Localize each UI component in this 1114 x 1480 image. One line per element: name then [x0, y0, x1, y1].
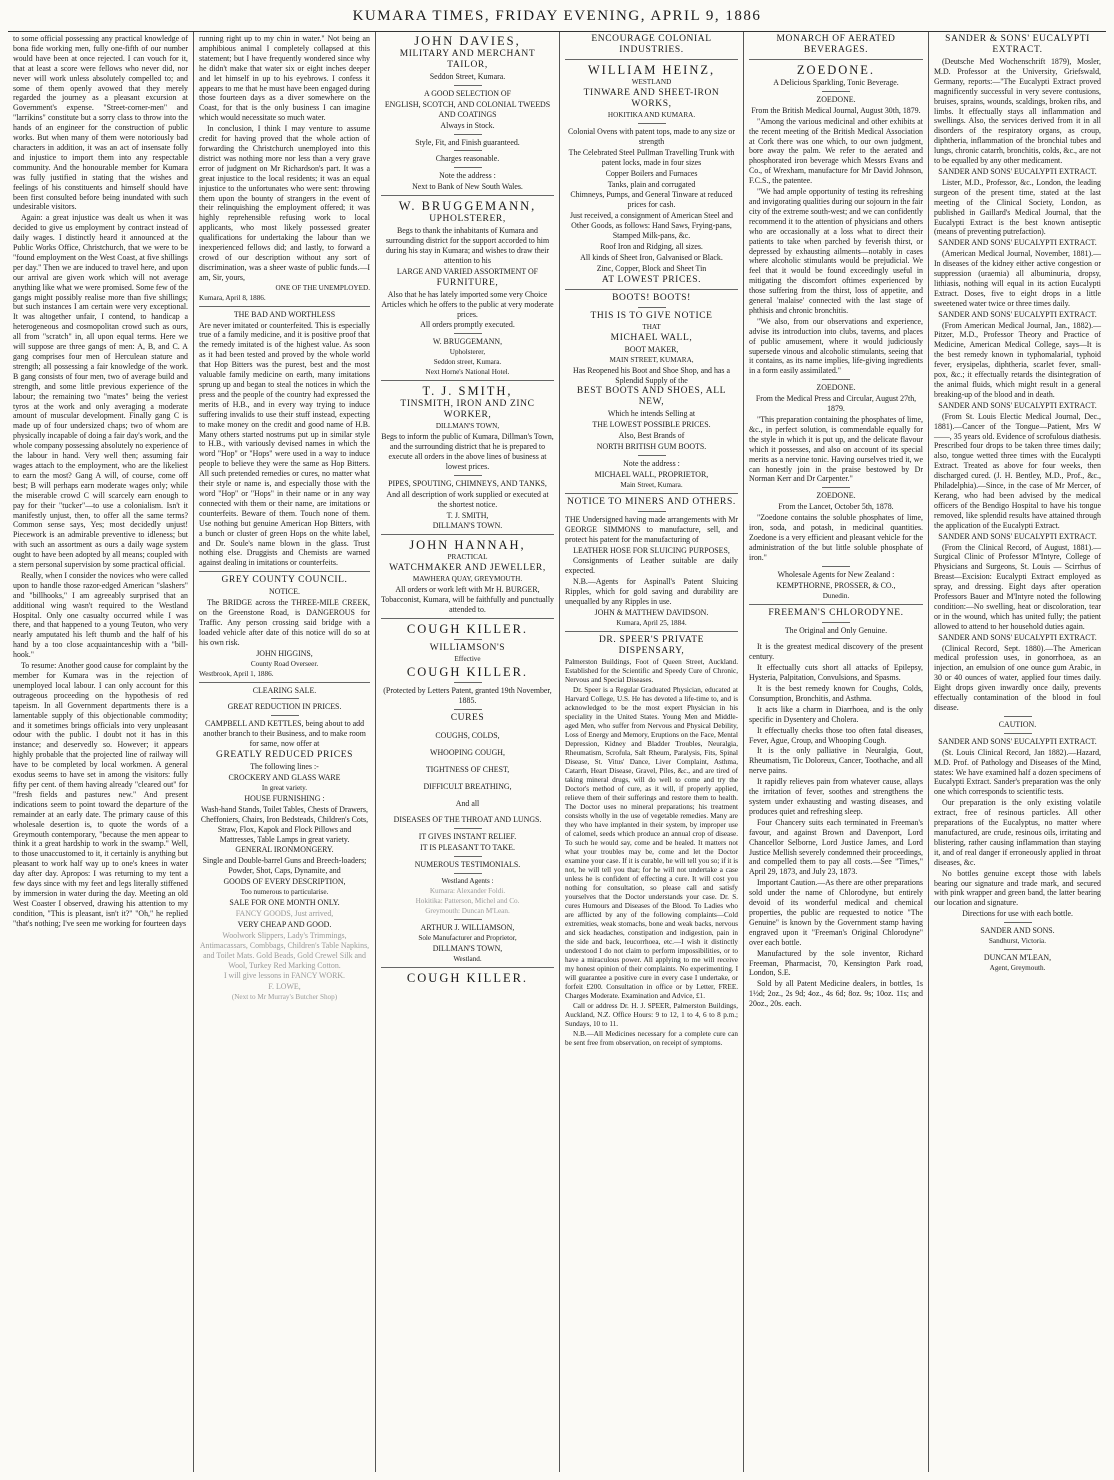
ad-heading: COUGH KILLER. [406, 970, 529, 985]
divider [822, 566, 850, 567]
divider [638, 455, 666, 456]
ad-date: Kumara, April 25, 1884. [616, 618, 687, 627]
ad-heading: SALE FOR ONE MONTH ONLY. [229, 898, 340, 908]
ad-heading: JOHN DAVIES, [414, 34, 521, 48]
ad-heading: SANDER AND SONS' EUCALYPTI EXTRACT. [938, 632, 1097, 642]
ad-body: Important Caution.—As there are other preparations sold under the name of Chlorodyne, but entirely devoid of its wonderful medical and chemical properties, the public are requested to notice "The Genuine" is known by the Government stamp having engraved upon it "Freeman's Original Chlorodyne" over each bottle. [749, 878, 923, 947]
divider [454, 919, 482, 920]
ad-line: Colonial Ovens with patent tops, made to any size or strength [568, 127, 735, 146]
divider [822, 487, 850, 488]
divider [454, 167, 482, 168]
divider [199, 571, 370, 572]
ad-text: Wholesale Agents for New Zealand : [777, 569, 895, 579]
ad-address: DILLMAN'S TOWN. [432, 521, 503, 531]
ad-line: Chimneys, Pumps, and General Tinware at reduced prices for cash. [570, 190, 733, 210]
ad-body: N.B.—All Medicines necessary for a complete cure can be sent free from observation, on receipt of symptoms. [565, 1029, 738, 1047]
ad-text: VERY CHEAP AND GOOD. [237, 919, 332, 929]
divider [454, 134, 482, 135]
ad-signature: JOHN HIGGINS, [256, 648, 313, 658]
ad-body: It acts like a charm in Diarrhoea, and is the only specific in Dysentery and Cholera. [749, 704, 923, 724]
ad-heading: BEST BOOTS AND SHOES, ALL NEW, [576, 386, 727, 408]
ad-body: (From St. Louis Electic Medical Journal, Dec., 1881).—Cancer of the Tongue—Patient, Mrs W——, 35 years old. Evidence of scrofulous diathesis. Prescribed four drops to be taken three times daily; also, tongue wetted three times with the Eucalypti Extract. Treated as above for four weeks, then discharged cured. (J. H. Bentley, M.D., Prof., &c., Philadelphia).—Since, in the case of Mr Mercer, of Kerang, who had been advised by the medical officers of the Bendigo Hospital to have his tongue removed, like splendid results have attained through the application of the Eucalypti Extract. [934, 411, 1101, 530]
ad-heading: NOTICE TO MINERS AND OTHERS. [567, 496, 736, 507]
ad-address: Agent, Greymouth. [989, 963, 1046, 972]
divider [454, 639, 482, 640]
ad-body: All orders or work left with Mr H. BURGER, Tobacconist, Kumara, will be faithfully and punctually attended to. [381, 585, 554, 615]
ad-heading: CROCKERY AND GLASS WARE [228, 773, 341, 782]
divider [271, 715, 299, 716]
ad-heading: SANDER AND SONS' EUCALYPTI EXTRACT. [938, 309, 1097, 319]
ad-role: Sole Manufacturer and Proprietor, [418, 933, 517, 942]
letter-paragraph: Really, when I consider the novices who were called upon to handle those razor-edged American "slashers" and "billhooks," I am agreeably surprised that an additional wing wasn't required to the Westland Hospital. Only one casualty occurred while I was there, and that happened to a young Teuton, who very nearly amputated his left thumb and the half of his hand by a too close acquaintanceship with a "bill-hook." [13, 570, 188, 660]
ad-body: It rapidly relieves pain from whatever cause, allays the irritation of fever, soothes and strengthens the system under exhausting and wasting diseases, and produces quiet and refreshing sleep. [749, 777, 923, 816]
column-1-letter [8, 32, 194, 1472]
divider [199, 682, 370, 683]
ad-body: "We also, from our observations and experience, advise its introduction into clubs, taverns, and places of public amusement, where it would judiciously supersede vinous and alcoholic stimulants, seeing that it contains, as its name implies, life-giving ingredients in a form easily assimilated." [749, 316, 923, 376]
ad-role: Upholsterer, [449, 348, 486, 357]
divider [565, 59, 738, 60]
masthead: KUMARA TIMES, FRIDAY EVENING, APRIL 9, 1886 [8, 6, 1106, 32]
ad-line: Copper Boilers and Furnaces [605, 168, 698, 178]
cure-item: And all [455, 798, 480, 808]
ad-heading: T. J. SMITH, [422, 384, 513, 399]
ad-heading: ZOEDONE. [816, 383, 856, 393]
ad-text: Always in Stock. [440, 120, 495, 130]
ad-body: Begs to inform the public of Kumara, Dillman's Town, and the surrounding district that he is prepared to execute all orders in the above lines of business at lowest prices. [381, 432, 554, 471]
column-3-ads [376, 32, 560, 1472]
ad-date: Westbrook, April 1, 1886. [199, 669, 274, 678]
ad-heading: BOOTS! BOOTS! [612, 292, 691, 303]
ad-heading: CLEARING SALE. [252, 685, 317, 695]
ad-heading: FREEMAN'S CHLORODYNE. [768, 607, 904, 618]
ad-heading: HOUSE FURNISHING : [244, 793, 325, 803]
ad-subheading: The Original and Only Genuine. [784, 625, 888, 635]
column-6-ads [929, 32, 1106, 1472]
ad-text: Too numerous to particularise. [240, 888, 329, 897]
ad-body: "Zoedone contains the soluble phosphates of lime, iron, soda, and potash, in medicinal quantities. Zoedone is a very efficient and pleasant vehicle for the administration of the but little soluble phosphate of iron." [749, 513, 923, 562]
ad-signature: W. BRUGGEMANN, [432, 337, 503, 347]
ad-subheading: GREAT REDUCTION IN PRICES. [227, 702, 342, 712]
ad-heading: SANDER AND SONS' EUCALYPTI EXTRACT. [938, 531, 1097, 541]
divider [565, 493, 738, 494]
ad-body: It is the best remedy known for Coughs, Colds, Consumption, Bronchitis, and Asthma. [749, 684, 923, 703]
ad-signature: KEMPTHORNE, PROSSER, & CO., [776, 580, 896, 590]
ad-line: Tanks, plain and corrugated [607, 179, 696, 189]
ad-text: A GOOD SELECTION OF [423, 88, 512, 98]
ad-heading: ENCOURAGE COLONIAL INDUSTRIES. [591, 34, 712, 55]
ad-subheading: CURES [450, 712, 485, 723]
ad-body: No bottles genuine except those with labels bearing our signature and trade mark, and secured with pink wrapper and green band, the latter bearing our location and signature. [934, 868, 1101, 908]
ad-heading: GREATLY REDUCED PRICES [216, 750, 353, 761]
ad-body: (Clinical Record, Sept. 1880).—The American medical profession uses, in gonorrhoea, as an injection, an emulsion of one ounce gum Arabic, in 30 or 40 ounces of water, applied four times daily. Eight drops given inwardly once daily, prevents effectually contamination of the blood in foul disease. [934, 643, 1101, 712]
ad-text: THAT [642, 322, 661, 331]
ad-heading: JOHN HANNAH, [409, 538, 526, 553]
letter-paragraph: Again: a great injustice was dealt us when it was decided to give us employment by contract instead of daily wages. I distinctly heard it announced at the Public Works Office, Christchurch, that we were to be "found employment on the West Coast, at five shillings per day." Then we are induced to travel here, and upon our arrival are given work which will not average anything like what we were promised. Some few of the gangs might possibly realise more than five shillings; but such instances I am certain were very exceptional. It was altogether unfair, I contend, to handicap a heterogeneous and cosmopolitan crowd such as ours, all from "scratch" in, all upon equal terms. Here we will suppose are three gangs of men: A, B, and C. A gang comprises four men of Herculean stature and strength; all possessing a fair knowledge of the work. B gang consists of four men, two of average build and strength, and some little previous experience of the labour; the remaining two "mates" being the veriest tyros at the work and only averaging a moderate amount of muscular development. Finally gang C is made up of four undersized chaps; two of whom are physically incapable of doing a fair day's work, and the whole company possessing absolutely no experience of the labour in hand. Very well then; assuming fair wages attach to the employment, who are the likeliest to earn the most? Gang A will, of course, come off best; B will perhaps earn moderate wages only; while the miserable crowd C will scarcely earn enough to pay for their "tucker"—to use a colonialism. Isn't it manifestly unjust, then, to offer all the same terms? Common sense says, Yes; most decidedly unjust! Piecework is an admirable preventive to idleness; but with such an assortment as ours a daily wage system ought to have been adopted by all means; coupled with a stern personal supervision by some practical official. [13, 213, 188, 570]
ad-heading: THE LOWEST POSSIBLE PRICES. [592, 420, 711, 430]
ad-text: (Protected by Letters Patent, granted 19th November, 1885. [383, 686, 552, 705]
ad-signature: ARTHUR J. WILLIAMSON, [420, 923, 515, 933]
divider [454, 475, 482, 476]
divider [565, 631, 738, 632]
agent-item: Kumara: Alexander Foldi. [429, 887, 506, 896]
ad-body: (From the Clinical Record, of August, 1881).—Surgical Clinic of Professor M'Intyre, College of Physicians and Surgeons, St. Louis — Scirrhus of Breast—Excision: Eucalypti Extract employed as spray, and dressing. Eight days after operation Professors Bauer and M'Intyre noted the following condition:—No swelling, heat or discoloration, tear or in the wound, which has united fully; the patient allowed to attend to her household duties again. [934, 542, 1101, 631]
ad-subheading: MILITARY AND MERCHANT TAILOR, [399, 49, 536, 70]
divider [381, 967, 554, 968]
ad-text: I will give lessons in FANCY WORK. [223, 971, 346, 981]
ad-body: Lister, M.D., Professor, &c., London, the leading surgeon of the present time, stated at the last meeting of the Clinical Society, London, as published in Gaillard's Medical Journal, that the Eucalypti Extract is the best known antiseptic (means of preventing putrefaction). [934, 177, 1101, 237]
divider [822, 622, 850, 623]
ad-heading: LARGE AND VARIED ASSORTMENT OF [396, 266, 539, 276]
divider [822, 638, 850, 639]
ad-address: Westland. [453, 954, 482, 963]
divider [454, 828, 482, 829]
ad-subheading: WATCHMAKER AND JEWELLER, [389, 563, 546, 574]
divider [381, 534, 554, 535]
ad-body: "We had ample opportunity of testing its refreshing and invigorating qualities during our sojourn in the fair city of the extreme south-west; and we can confidently recommend it to the attention of physicians and others who are occasionally at a loss what to direct their patients to take when parched by feverish thirst, or depressed by exhausting ailments—notably in cases where alcoholic stimulants would be prejudicial. We feel that it would be found exceedingly useful in mitigating the discomfort oftimes experienced by those suffering from the thirst, loss of appetite, and general 'malaise' connected with the last stage of phthisis and chronic bronchitis. [749, 187, 923, 315]
ad-body: CAMPBELL AND KETTLES, being about to add another branch to their Business, and to make room for same, now offer at [203, 719, 366, 749]
ad-address: Seddon street, Kumara. [433, 358, 502, 367]
ad-body: Also that he has lately imported some very Choice Articles which he offers to the public at very moderate prices. [381, 289, 554, 319]
divider [381, 380, 554, 381]
ad-address: Seddon Street, Kumara. [429, 72, 506, 81]
ad-address: Next Horne's National Hotel. [425, 368, 510, 377]
ad-body: And all description of work supplied or executed at the shortest notice. [386, 489, 549, 509]
ad-address: MAIN STREET, KUMARA, [609, 355, 694, 364]
ad-signature: JOHN & MATTHEW DAVIDSON. [594, 608, 709, 617]
ad-body: Manufactured by the sole inventor, Richard Freeman, Pharmacist, 70, Kensington Park road, London, S.E. [749, 948, 923, 978]
ad-text: Westland Agents : [441, 877, 494, 886]
divider [749, 604, 923, 605]
cure-item: TIGHTNESS OF CHEST, [425, 764, 510, 774]
ad-body: Dr. Speer is a Regular Graduated Physician, educated at Harvard College, U.S. He has devoted a life-time to, and is acknowledged to be the most expert Physician in his speciality in the United States. Young Men and Middle-aged Men, who suffer from Nervous and Physical Debility, Loss of Energy and Memory, Eruptions on the Face, Mental Depression, Kidney and Bladder Troubles, Neuralgia, Rheumatism, Scrofula, Salt Rheum, Paralysis, Fits, Spinal Disease, St. Vitus' Dance, Liver Complaint, Asthma, Catarrh, Heart Disease, Gravel, Piles, &c., and are tired of taking mineral drugs, will do well to come and try the Doctor's method of cure, as it will, if properly applied, relieve them of their sufferings and restore them to health. The Doctor uses no mineral preparations; his treatment consists wholly in the use of vegetable remedies. Many are they who have implanted in their system, by improper use of calomel, seeds which produce an annual crop of disease. To such he would say, come and be healed. It matters not what your troubles may be, come and let the Doctor examine your case. If it is curable, he will tell you so; if it is not, he will tell you that; for he will not undertake a case unless he is confident of effecting a cure. It will cost you nothing for consultation, so please call and satisfy yourselves that the Doctor understands your case. Dr. S. cures Humours and Diseases of the Blood. To Ladies who are afflicted by any of the following complaints—Cold extremities, weak stomachs, bone and weak backs, nervous and sick headaches, constipation and indigestion, pain in the side and back, leucorrhoea, etc.—I wish it distinctly understood I do not claim to perform impossibilities, or to have a miraculous power. All applying to me will receive my honest opinion of their complaints. No experimenting. I will guarantee a positive cure in every case I undertake, or forfeit £200. Consultation in office or by Letter, FREE. Charges Moderate. Examination and Advice, £1. [565, 685, 738, 1000]
divider [271, 698, 299, 699]
letter-signature: ONE OF THE UNEMPLOYED. [275, 283, 370, 292]
ad-text: NUMEROUS TESTIMONIALS. [414, 860, 521, 870]
ad-address: (Next to Mr Murray's Butcher Shop) [231, 993, 338, 1002]
ad-signature: SANDER AND SONS. [980, 926, 1055, 936]
ad-role: County Road Overseer. [250, 659, 319, 668]
ad-body: Single and Double-barrel Guns and Breech-loaders; Powder, Shot, Caps, Dynamite, and [202, 856, 367, 876]
divider [454, 333, 482, 334]
ad-body: Consignments of Leather suitable are daily expected. [565, 556, 738, 576]
ad-text: Next to Bank of New South Wales. [412, 182, 523, 192]
ad-body: Wash-hand Stands, Toilet Tables, Chests of Drawers, Cheffoniers, Chairs, Iron Bedsteads, Children's Cots, Straw, Flox, Kapok and Flock Pillows and Mattresses, Table Lamps in great variety. [200, 804, 369, 844]
ad-text: Charges reasonable. [435, 154, 500, 164]
divider [199, 306, 370, 307]
ad-source: From the British Medical Journal, August 30th, 1879. [751, 105, 921, 115]
ad-subheading: UPHOLSTERER, [429, 214, 506, 225]
ad-body: (American Medical Journal, November, 1881).—In diseases of the kidney either active congestion or suppression (uraemia) all albuminuria, dropsy, lithiasis, nothing will equal in its action Eucalypti Extract. Doses, five to eight drops in a little sweetened water twice or three times daily. [934, 249, 1101, 308]
ad-text: Which he intends Selling at [607, 409, 696, 419]
ad-signature: F. LOWE, [268, 982, 301, 992]
divider [381, 618, 554, 619]
ad-subheading: WILLIAMSON'S [429, 643, 506, 654]
letter-paragraph: to some official possessing any practical knowledge of bona fide working men, fully one-fifth of our number would have been at once rejected. I can vouch for it, that at least a score were fellows who never did, nor never will work unless absolutely compelled to; and some of them openly avowed that they merely regarded the journey as a pleasant excursion at Government's expense. "Street-corner-men" and "larrikins" constitute but a sorry class to throw into the hands of an engineer for the construction of public works. But when many of them were notoriously bad characters in addition, it was an act of insensate folly and injustice to import them into any respectable community. And the honourable member for Kumara was fully justified in stating that the wishes and feelings of his constituents and himself should have been first consulted before being inundated with such undesirable visitors. [13, 34, 188, 212]
ad-source: From the Lancet, October 5th, 1878. [778, 502, 894, 512]
ad-text: Note the address : [623, 459, 680, 469]
divider [822, 91, 850, 92]
ad-body: Palmerston Buildings, Foot of Queen Street, Auckland. Established for the Scientific and Speedy Cure of Chronic, Nervous and Special Diseases. [565, 657, 738, 684]
cure-item: DISEASES OF THE THROAT AND LUNGS. [393, 815, 542, 825]
ad-address: HOKITIKA AND KUMARA. [607, 111, 696, 119]
ad-body: (St. Louis Clinical Record, Jan 1882).—Hazard, M.D. Prof. of Pathology and Diseases of the Mind, states: We have examined half a dozen specimens of Eucalypti Extract. Sander's preparation was the only one which corresponds to scientific tests. [934, 747, 1101, 797]
ad-signature: MICHAEL WALL, PROPRIETOR, [594, 469, 709, 479]
ad-text: The following lines :- [250, 762, 319, 772]
ad-address: DILLMAN'S TOWN, [432, 943, 503, 953]
letter-paragraph: running right up to my chin in water." Not being an amphibious animal I completely collapsed at this statement; but I have frequently wondered since why he didn't make that water six or eight inches deeper and let himself in up to his eyebrows. I confess it appears to me that he must have been engaged during those fourteen days as a diver somewhere on the Coast, for that is the only business I can imagine which would necessitate so much water. [199, 34, 370, 123]
ad-address: MAWHERA QUAY, GREYMOUTH. [412, 575, 523, 584]
ad-subheading: A Delicious Sparkling, Tonic Beverage. [773, 78, 899, 87]
ad-heading: FANCY GOODS, Just arrived, [235, 908, 334, 918]
ad-heading: ZOEDONE. [816, 94, 856, 104]
divider [1004, 949, 1032, 950]
ad-body: (From American Medical Journal, Jan., 1882).—Pitzer, M.D., Professor Theory and Practice of Medicine, American Medical College, says—It is the best remedy known in typhomalarial, typhoid fever, erysipelas, diphtheria, scarlet fever, small-pox, &c.; it effectually retards the disintegration of the animal fluids, which might result in a general breaking-up of the blood and in death. [934, 320, 1101, 399]
ad-address: Main Street, Kumara. [620, 480, 683, 489]
ad-signature: T. J. SMITH, [446, 510, 489, 520]
column-2 [194, 32, 376, 1472]
ad-subheading: TINSMITH, IRON AND ZINC WORKER, [400, 399, 535, 421]
ad-body: Directions for use with each bottle. [962, 909, 1073, 919]
ad-heading: LEATHER HOSE FOR SLUICING PURPOSES, [573, 545, 730, 555]
divider [749, 59, 923, 60]
divider [454, 873, 482, 874]
ad-line: Just received, a consignment of American Steel and Other Goods, as follows: Hand Saws, Frying-pans, Stamped Milk-pans, &c. [569, 211, 734, 241]
cure-item: COUGHS, COLDS, [435, 730, 500, 740]
ad-body: "Among the various medicinal and other exhibits at the recent meeting of the British Medical Association at Cork there was one which, to our own judgment, bore away the palm. We refer to the aerated and phosphorated iron beverage which Messrs Evans and Co., of Wrexham, manufacture for Mr David Johnson, F.C.S., the patentee. [749, 116, 923, 186]
ad-heading: MONARCH OF AERATED BEVERAGES. [776, 34, 896, 55]
ad-body: (Deutsche Med Wochenschrift 1879), Mosler, M.D. Professor at the University, Griefswald, Germany, reports:—"The Eucalypti Extract proved magnificently successful in very severe contusions, bruises, sprains, wounds, scaldings, broken ribs, and limbs. It effectually stays all inflammation and swellings. Also, the services derived from it in all disorders of the respiratory organs, as croup, diphtheria, inflammation of the bronchial tubes and lungs, chronic catarrh, bronchitis, colds, &c., are not to be equalled by any other medicament. [934, 57, 1101, 166]
ad-body: Sold by all Patent Medicine dealers, in bottles, 1s 1½d; 2oz., 2s 9d; 4oz., 4s 6d; 8oz. 9s; 10oz. 11s; and 20oz., 20s. each. [749, 979, 923, 1009]
ad-text: Effective [454, 655, 481, 664]
ad-address: DILLMAN'S TOWN, [435, 422, 500, 431]
ad-body: It is the greatest medical discovery of the present century. [749, 642, 923, 662]
ad-body: Has Reopened his Boot and Shoe Shop, and has a Splendid Supply of the [573, 365, 730, 385]
ad-heading: GENERAL IRONMONGERY. [235, 845, 334, 855]
columns [8, 32, 1106, 1472]
ad-text: Note the address : [439, 171, 496, 181]
divider [1004, 922, 1032, 923]
ad-address: Dunedin. [822, 591, 850, 600]
ad-line: Zinc, Copper, Block and Sheet Tin [596, 263, 707, 273]
letter-dateline: Kumara, April 8, 1886. [199, 293, 266, 302]
ad-heading: SANDER AND SONS' EUCALYPTI EXTRACT. [938, 238, 1097, 248]
ad-text: IT GIVES INSTANT RELIEF. [418, 832, 517, 842]
ad-text: Also, Best Brands of [618, 431, 685, 441]
ad-body: The BRIDGE across the THREE-MILE CREEK, on the Greenstone Road, is DANGEROUS for Traffic. Any person crossing said bridge with a loaded vehicle after date of this notice will do so at his own risk. [199, 598, 370, 647]
ad-body: It effectually checks those too often fatal diseases, Fever, Ague, Croup, and Whooping Cough. [749, 725, 923, 745]
column-4-ads [560, 32, 744, 1472]
ad-body: Our preparation is the only existing volatile extract, free of resinous particles. All other preparations of the Eucalyptus, no matter where manufactured, are crude, resinous oils, irritating and blistering, rather causing inflammation than staying it, and of real danger if erroneously applied in throat diseases, &c. [934, 798, 1101, 867]
ad-heading: ZOEDONE. [796, 63, 876, 77]
divider [565, 289, 738, 290]
ad-heading: CAUTION. [998, 719, 1037, 729]
ad-heading: SANDER AND SONS' EUCALYPTI EXTRACT. [938, 736, 1097, 746]
ad-source: From the Medical Press and Circular, August 27th, 1879. [755, 394, 917, 414]
cure-item: DIFFICULT BREATHING, [423, 781, 512, 791]
ad-heading: MICHAEL WALL, [610, 332, 693, 343]
ad-heading: FURNITURE, [436, 277, 499, 288]
ad-heading: ENGLISH, SCOTCH, AND COLONIAL TWEEDS AND COATINGS [384, 99, 551, 119]
divider [822, 379, 850, 380]
ad-heading: GOODS OF EVERY DESCRIPTION, [223, 877, 346, 887]
ad-line: The Celebrated Steel Pullman Travelling Trunk with patent locks, made in four sizes [568, 147, 735, 167]
divider [638, 307, 666, 308]
letter-paragraph: To resume: Another good cause for complaint by the member for Kumara was in the rejection of unemployed local labour. I can only account for this outrageous proceeding on the hypothesis of red tapeism. In all Government departments there is a lamentable supply of this objectionable commodity; and it sometimes brings officials into very unpleasant odour with the public. I doubt not it has in this instance; and deservedly so. However; it appears highly probable that the projected line of railway will have to be completed by local workmen. A general exodus seems to have set in among the visitors: fully fifty per cent. of them having already "cleared out" for "fresh fields and pastures new." And present indications seem to point toward the departure of the remainder at an early date. The primary cause of this wholesale desertion is, to quote the words of a Greymouth contemporary, "because the men appear to think it a great hardship to work in the swamp." Well, to those unaccustomed to it, it certainly is anything but pleasant to work half way up to one's knees in water day after day. Apropos: I was returning to my tent a few days since with my feet and legs literally stiffened by immersion in water during the day. Meeting an old West Coaster I observed, drawing his attention to my condition, "This is pleasant, isn't it?" "Oh," he replied "that's nothing; I've seen me working for fourteen days [13, 661, 188, 928]
ad-heading: PIPES, SPOUTING, CHIMNEYS, AND TANKS, [388, 478, 547, 488]
divider [454, 85, 482, 86]
ad-heading: SANDER AND SONS' EUCALYPTI EXTRACT. [938, 400, 1097, 410]
ad-heading: COUGH KILLER. [406, 622, 529, 637]
ad-subheading: WESTLAND [631, 78, 672, 86]
ad-heading: THIS IS TO GIVE NOTICE [590, 310, 713, 321]
ad-line: All kinds of Sheet Iron, Galvanised or Black. [580, 252, 723, 262]
ad-body: N.B.—Agents for Aspinall's Patent Sluicing Ripples, which for gold saving and durability are unequalled by any Ripples in use. [565, 577, 738, 607]
divider [638, 123, 666, 124]
divider [638, 511, 666, 512]
agent-item: Hokitika: Patterson, Michel and Co. [415, 897, 520, 906]
ad-subheading: NOTICE. [269, 587, 300, 597]
agent-item: Greymouth: Duncan M'Lean. [425, 907, 510, 916]
ad-address: Sandhurst, Victoria. [988, 937, 1047, 946]
ad-body: THE Undersigned having made arrangements with Mr GEORGE SIMMONS to manufacture, sell, and protect his patent for the manufacturing of [565, 514, 738, 544]
ad-body: Begs to thank the inhabitants of Kumara and surrounding district for the support accorded to him during his stay in Kumara; and wishes to draw their attention to his [385, 226, 550, 265]
ad-heading: W. BRUGGEMANN, [398, 199, 537, 214]
ad-line: Roof Iron and Ridging, all sizes. [600, 241, 703, 251]
ad-body: Four Chancery suits each terminated in Freeman's favour, and against Brown and Davenport, Lord Chancellor Selborne, Lord Justice James, and Lord Justice Mellish severely condemned their proceedings, and compelled them to pay all costs.—See "Times," April 29, 1873, and July 23, 1873. [749, 817, 923, 877]
ad-heading: COUGH KILLER. [406, 665, 529, 680]
ad-body: It effectually cuts short all attacks of Epilepsy, Hysteria, Palpitation, Convulsions, and Spasms. [749, 663, 923, 683]
letter-paragraph: In conclusion, I think I may venture to assume credit for having proved that the whole action of forwarding the Christchurch unemployed into this district was nothing more nor less than a very grave error of judgment on Mr Richardson's part. It was a great injustice to the local residents; it was an equal injustice to the unfortunates who were sent: throwing them upon the bounty of strangers in the event of their relinquishing the employment offered; it was highly reprehensible refusing work to local applicants, who most likely possessed greater qualifications for undertaking the labour than we inexperienced fellows did; and lastly, to forward a crowd of our description without any sort of discrimination, was a sheer waste of public funds.—I am, Sir, yours, [199, 124, 370, 282]
divider [1004, 733, 1032, 734]
divider [454, 150, 482, 151]
ad-heading: DR. SPEER'S PRIVATE DISPENSARY, [598, 634, 705, 656]
divider [454, 682, 482, 683]
ad-signature: DUNCAN M'LEAN, [983, 953, 1052, 963]
ad-heading: ZOEDONE. [816, 491, 856, 501]
divider [1004, 716, 1032, 717]
ad-body: "This preparation containing the phosphates of lime, &c., in perfect solution, is commendable equally for the style in which it is put up, and the delicate flavour which it possesses, and also on account of its special merits as a nervine tonic. Having ourselves tried it, we can honestly join in the praise bestowed by Dr Norman Kerr and Dr Carpenter." [749, 415, 923, 484]
ad-text: All orders promptly executed. [420, 320, 515, 330]
cure-item: WHOOPING COUGH, [430, 747, 505, 757]
article-title: THE BAD AND WORTHLESS [233, 309, 336, 319]
ad-text: In great variety. [261, 783, 308, 792]
ad-text: IT IS PLEASANT TO TAKE. [420, 843, 515, 853]
ad-text: Style, Fit, and Finish guaranteed. [415, 137, 520, 147]
divider [454, 856, 482, 857]
ad-body: Woolwork Slippers, Lady's Trimmings, Antimacassars, Combbags, Children's Table Napkins, and Toilet Mats. Gold Beads, Gold Crewel Silk and Wool, Turkey Red Marking Cotton. [199, 930, 370, 970]
article-body: Are never imitated or counterfeited. This is especially true of a family medicine, and it is positive proof that the remedy imitated is of the highest value. As soon as it had been tested and proved by the whole world that Hop Bitters was the purest, best and the most valuable family medicine on earth, many imitations sprung up and began to steal the notices in which the press and the people of the country had expressed the merits of H.B., and in every way trying to induce suffering invalids to use their stuff instead, expecting to make money on the credit and good name of H.B. Many others started nostrums put up in similar style to H.B., with variously devised names in which the word "Hop" or "Hops" were used in a way to induce people to believe they were the same as Hop Bitters. All such pretended remedies or cures, no matter what their style or name is, and especially those with the word "Hop" or "Hops" in their name or in any way connected with them or their name, are imitations or counterfeits. Beware of them. Touch none of them. Use nothing but genuine American Hop Bitters, with a bunch or cluster of green Hops on the white label, and Dr. Soule's name blown in the glass. Trust nothing else. Druggists and Chemists are warned against dealing in imitations or counterfeits. [199, 320, 370, 568]
ad-heading: SANDER & SONS' EUCALYPTI EXTRACT. [945, 34, 1090, 55]
divider [381, 195, 554, 196]
ad-heading: AT LOWEST PRICES. [601, 274, 702, 285]
ad-heading: NORTH BRITISH GUM BOOTS. [596, 442, 707, 452]
ad-heading: WILLIAM HEINZ, [587, 63, 716, 77]
column-5-ads [744, 32, 929, 1472]
ad-subheading: TINWARE AND SHEET-IRON WORKS, [583, 88, 720, 109]
ad-heading: GREY COUNTY COUNCIL. [221, 575, 348, 586]
divider [454, 709, 482, 710]
ad-body: Call or address Dr. H. J. SPEER, Palmerston Buildings, Auckland, N.Z. Office Hours: 9 to 12, 1 to 4, 6 to 8 p.m.; Sundays, 10 to 11. [565, 1001, 738, 1028]
ad-body: It is the only palliative in Neuralgia, Gout, Rheumatism, Tic Doloreux, Cancer, Toothache, and all nerve pains. [749, 746, 923, 776]
ad-heading: SANDER AND SONS' EUCALYPTI EXTRACT. [938, 166, 1097, 176]
ad-subheading: BOOT MAKER, [624, 344, 679, 354]
ad-subheading: PRACTICAL [447, 553, 488, 562]
